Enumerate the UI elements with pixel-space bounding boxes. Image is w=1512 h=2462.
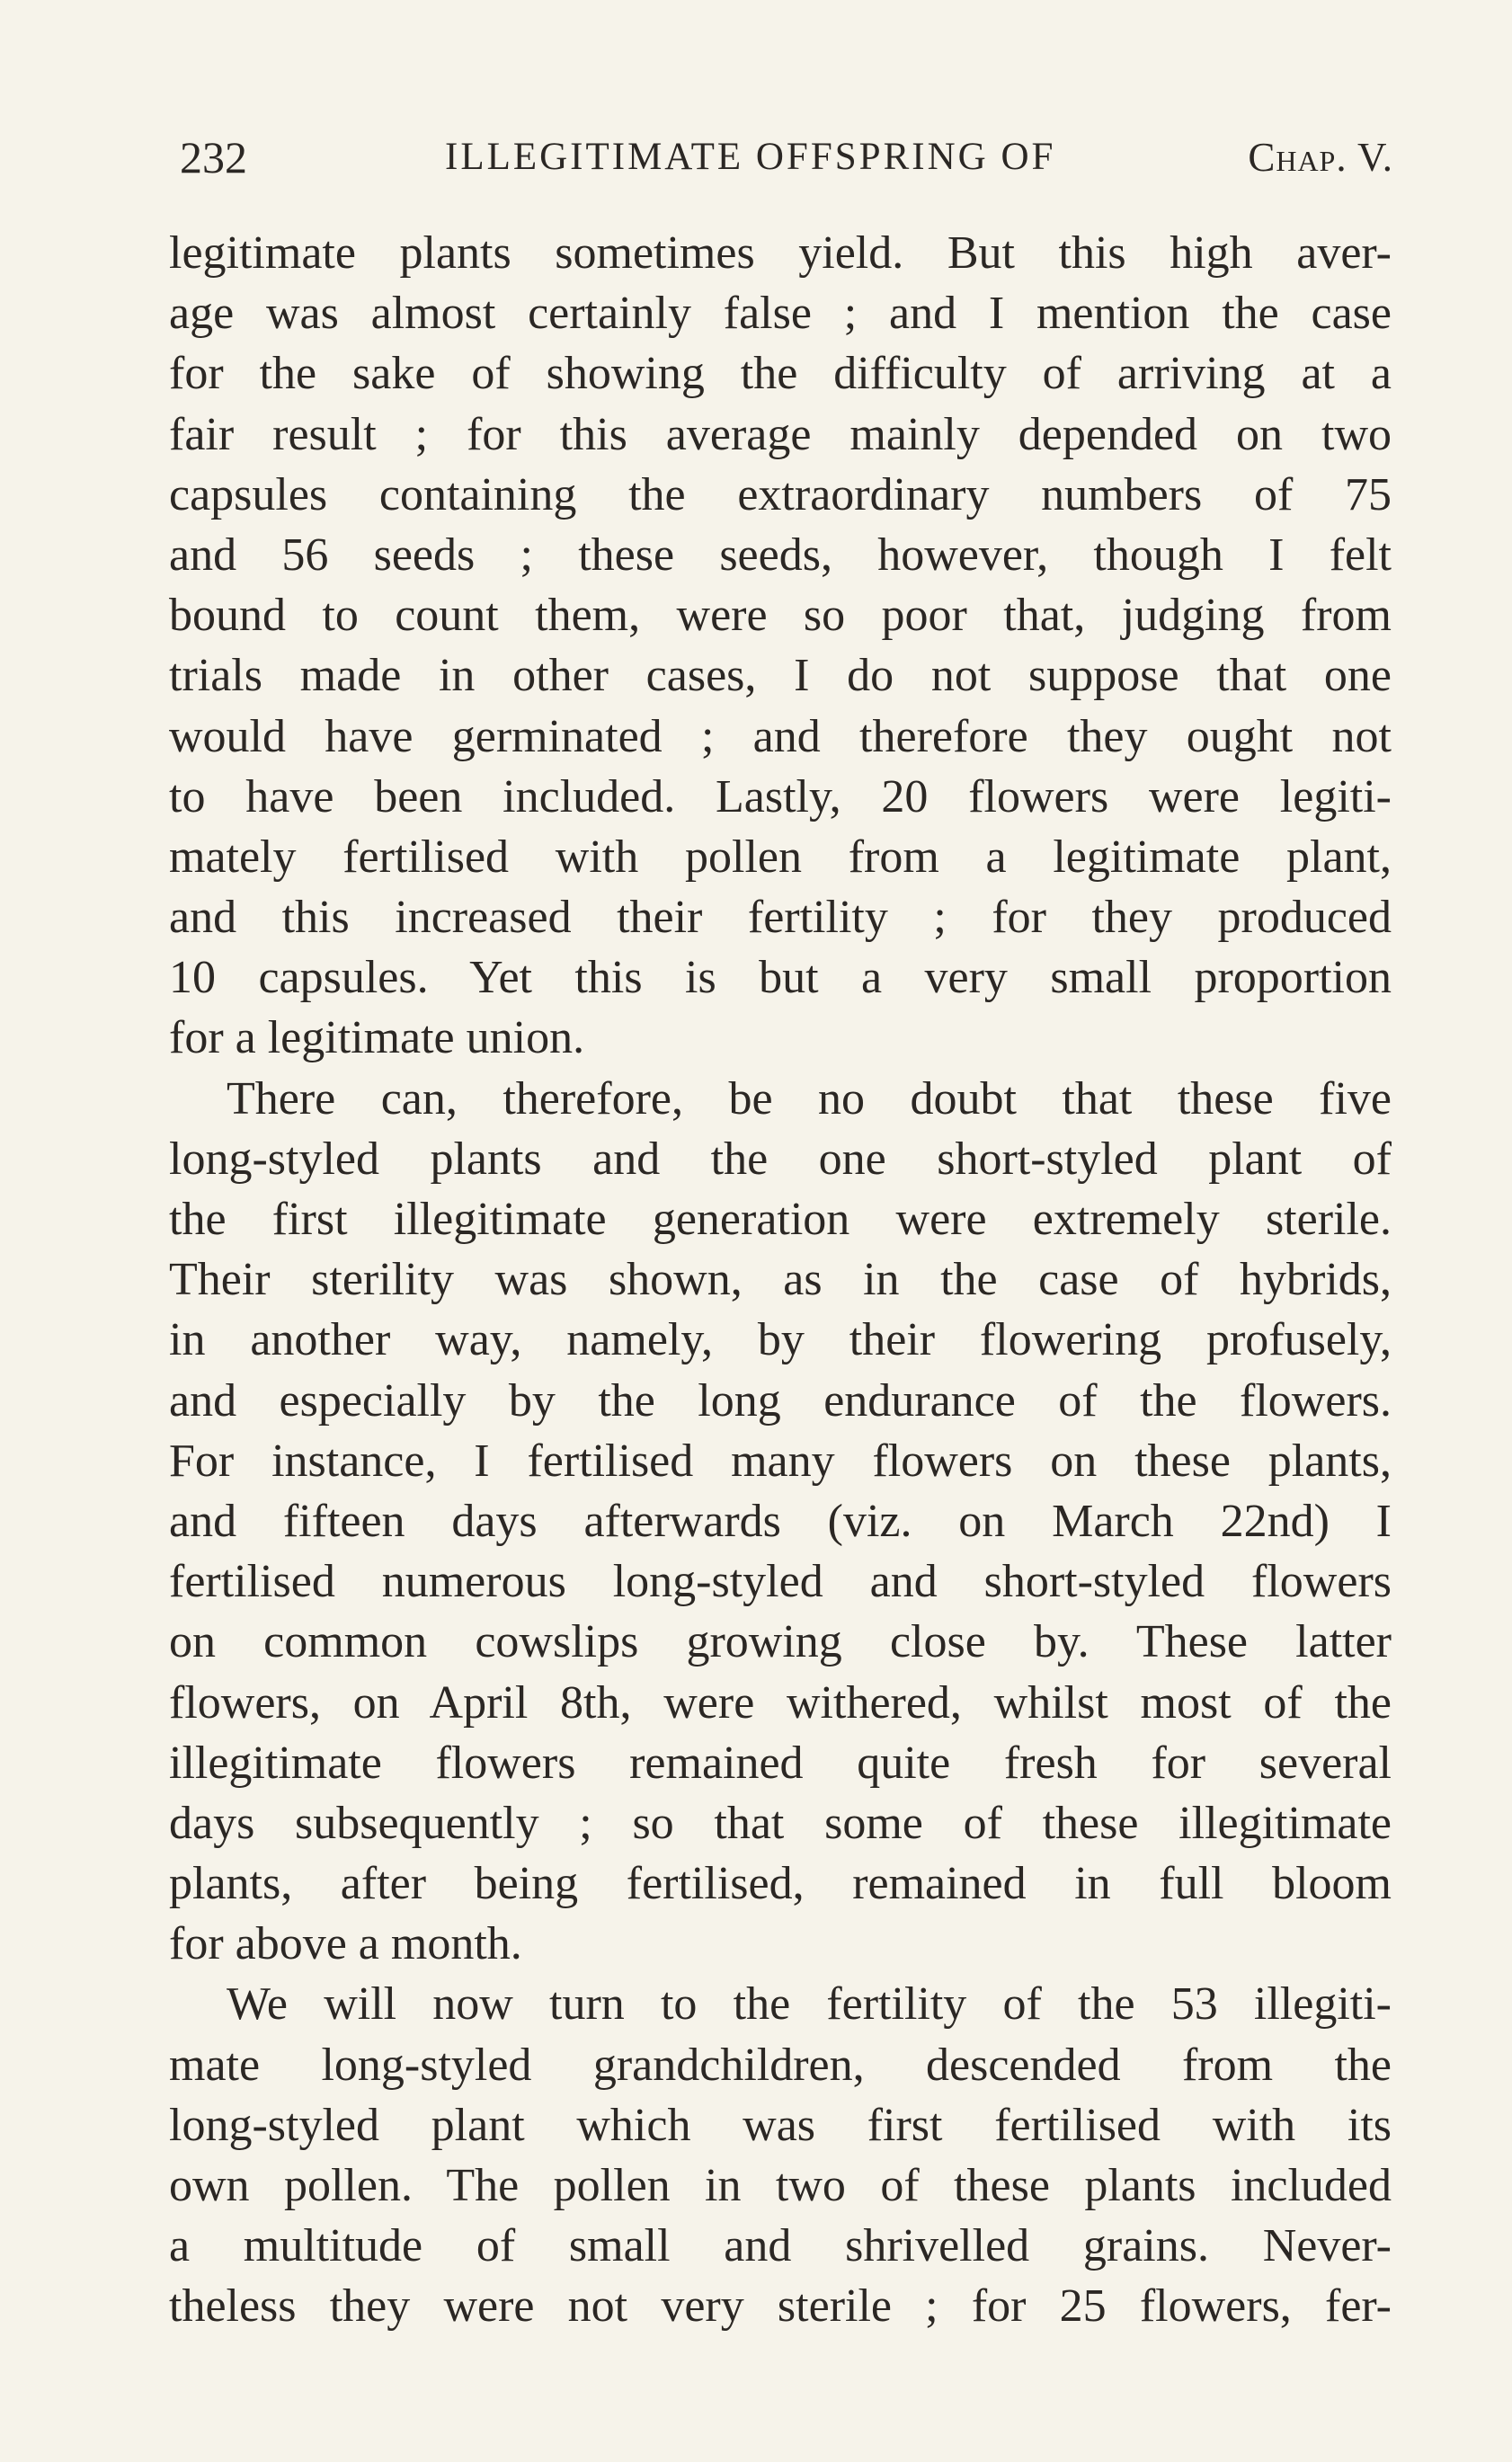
text-line: for the sake of showing the difficulty of arriving at a [169, 348, 1392, 400]
text-line: theless they were not very sterile ; for 25 flowers, fer- [169, 2280, 1392, 2333]
chapter-label: Chap. V. [1248, 135, 1393, 180]
text-line: days subsequently ; so that some of these illegitimate [169, 1797, 1392, 1849]
text-line: plants, after being fertilised, remained in full bloom [169, 1858, 1392, 1910]
text-line: age was almost certainly false ; and I mention the case [169, 288, 1392, 340]
text-line: to have been included. Lastly, 20 flowers were legiti- [169, 770, 1392, 822]
text-line: fertilised numerous long-styled and short-styled flowers [169, 1556, 1392, 1608]
text-line: own pollen. The pollen in two of these plants included [169, 2160, 1392, 2211]
text-line: long-styled plant which was first fertilised with its [169, 2099, 1392, 2151]
text-line: legitimate plants sometimes yield. But this high aver- [169, 227, 1392, 279]
text-line: long-styled plants and the one short-styled plant of [169, 1133, 1392, 1185]
body-text [169, 223, 1392, 2337]
text-line: and this increased their fertility ; for they produced [169, 892, 1392, 944]
text-line: and 56 seeds ; these seeds, however, though I felt [169, 529, 1392, 581]
running-title: ILLEGITIMATE OFFSPRING OF [445, 136, 1056, 178]
text-line: bound to count them, were so poor that, judging from [169, 590, 1392, 642]
text-line: capsules containing the extraordinary numbers of 75 [169, 468, 1392, 520]
running-header [180, 126, 1402, 189]
text-line: fair result ; for this average mainly depended on two [169, 408, 1392, 460]
text-line: 10 capsules. Yet this is but a very small proportion [169, 952, 1392, 1004]
text-line: flowers, on April 8th, were withered, whilst most of the [169, 1676, 1392, 1729]
text-line: mately fertilised with pollen from a legitimate plant, [169, 831, 1392, 883]
text-line: We will now turn to the fertility of the 53 illegiti- [227, 1978, 1392, 2031]
text-line: the first illegitimate generation were extremely sterile. [169, 1194, 1392, 1245]
text-line: on common cowslips growing close by. These latter [169, 1616, 1392, 1668]
paragraph-2 [169, 1069, 1392, 1975]
text-line: in another way, namely, by their flowering profusely, [169, 1314, 1392, 1366]
text-line: for above a month. [169, 1918, 522, 1970]
paragraph-3 [169, 1974, 1392, 2336]
text-line: for a legitimate union. [169, 1012, 585, 1064]
text-line: a multitude of small and shrivelled grains. Never- [169, 2220, 1392, 2272]
paragraph-1 [169, 223, 1392, 1069]
text-line: For instance, I fertilised many flowers on these plants, [169, 1435, 1392, 1487]
text-line: Their sterility was shown, as in the case of hybrids, [169, 1254, 1392, 1306]
text-line: trials made in other cases, I do not suppose that one [169, 650, 1392, 702]
text-line: would have germinated ; and therefore they ought not [169, 710, 1392, 762]
text-line: mate long-styled grandchildren, descended from the [169, 2039, 1392, 2091]
text-line: There can, therefore, be no doubt that these five [227, 1072, 1392, 1124]
text-line: illegitimate flowers remained quite fresh for several [169, 1737, 1392, 1789]
page-number: 232 [180, 132, 247, 182]
text-line: and especially by the long endurance of the flowers. [169, 1374, 1392, 1427]
text-line: and fifteen days afterwards (viz. on March 22nd) I [169, 1495, 1392, 1547]
